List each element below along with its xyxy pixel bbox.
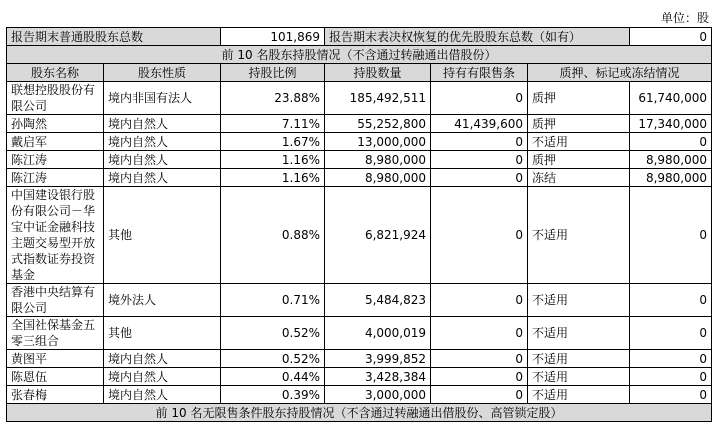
holding-ratio: 23.88% bbox=[221, 82, 325, 115]
holder-name: 全国社保基金五零三组合 bbox=[7, 317, 104, 350]
pledge-quantity: 0 bbox=[630, 284, 712, 317]
common-holders-label: 报告期末普通股股东总数 bbox=[7, 28, 221, 46]
holder-nature: 境内自然人 bbox=[104, 368, 221, 386]
preferred-holders-label: 报告期末表决权恢复的优先股股东总数（如有） bbox=[325, 28, 630, 46]
table-row bbox=[7, 151, 712, 169]
pledge-quantity: 0 bbox=[630, 386, 712, 404]
holder-nature: 境内自然人 bbox=[104, 350, 221, 368]
holder-nature: 境内自然人 bbox=[104, 115, 221, 133]
holder-name: 张春梅 bbox=[7, 386, 104, 404]
holding-ratio: 1.16% bbox=[221, 151, 325, 169]
holder-name: 陈江涛 bbox=[7, 151, 104, 169]
holder-nature: 其他 bbox=[104, 187, 221, 284]
pledge-quantity: 17,340,000 bbox=[630, 115, 712, 133]
pledge-status: 不适用 bbox=[528, 386, 630, 404]
pledge-status: 不适用 bbox=[528, 284, 630, 317]
pledge-quantity: 0 bbox=[630, 350, 712, 368]
holder-name: 陈恩伍 bbox=[7, 368, 104, 386]
holding-quantity: 8,980,000 bbox=[325, 169, 431, 187]
holding-ratio: 0.44% bbox=[221, 368, 325, 386]
table-row bbox=[7, 350, 712, 368]
holder-nature: 境内自然人 bbox=[104, 386, 221, 404]
header-ratio: 持股比例 bbox=[221, 64, 325, 82]
holder-name: 黄图平 bbox=[7, 350, 104, 368]
table-row bbox=[7, 115, 712, 133]
holder-name: 戴启军 bbox=[7, 133, 104, 151]
holder-name: 陈江涛 bbox=[7, 169, 104, 187]
restricted-shares: 0 bbox=[431, 350, 528, 368]
restricted-shares: 0 bbox=[431, 133, 528, 151]
restricted-shares: 0 bbox=[431, 82, 528, 115]
footer-section-title: 前 10 名无限售条件股东持股情况（不含通过转融通出借股份、高管锁定股） bbox=[7, 404, 712, 422]
footer-section-row bbox=[7, 404, 712, 422]
header-name: 股东名称 bbox=[7, 64, 104, 82]
restricted-shares: 0 bbox=[431, 317, 528, 350]
pledge-status: 质押 bbox=[528, 82, 630, 115]
pledge-status: 不适用 bbox=[528, 133, 630, 151]
holding-quantity: 6,821,924 bbox=[325, 187, 431, 284]
holding-quantity: 13,000,000 bbox=[325, 133, 431, 151]
pledge-quantity: 8,980,000 bbox=[630, 151, 712, 169]
pledge-quantity: 8,980,000 bbox=[630, 169, 712, 187]
pledge-quantity: 0 bbox=[630, 317, 712, 350]
header-restricted: 持有有限售条 bbox=[431, 64, 528, 82]
table-row bbox=[7, 386, 712, 404]
holding-ratio: 0.52% bbox=[221, 350, 325, 368]
restricted-shares: 41,439,600 bbox=[431, 115, 528, 133]
preferred-holders-value: 0 bbox=[630, 28, 712, 46]
holder-name: 联想控股股份有限公司 bbox=[7, 82, 104, 115]
pledge-quantity: 0 bbox=[630, 187, 712, 284]
table-row bbox=[7, 284, 712, 317]
shareholder-table bbox=[6, 27, 712, 422]
header-nature: 股东性质 bbox=[104, 64, 221, 82]
table-row bbox=[7, 169, 712, 187]
holding-quantity: 5,484,823 bbox=[325, 284, 431, 317]
pledge-status: 冻结 bbox=[528, 169, 630, 187]
holding-ratio: 0.71% bbox=[221, 284, 325, 317]
pledge-quantity: 61,740,000 bbox=[630, 82, 712, 115]
common-holders-value: 101,869 bbox=[221, 28, 325, 46]
holding-ratio: 1.16% bbox=[221, 169, 325, 187]
restricted-shares: 0 bbox=[431, 368, 528, 386]
holder-nature: 境内自然人 bbox=[104, 133, 221, 151]
holding-quantity: 3,428,384 bbox=[325, 368, 431, 386]
table-row bbox=[7, 82, 712, 115]
restricted-shares: 0 bbox=[431, 386, 528, 404]
pledge-status: 不适用 bbox=[528, 368, 630, 386]
pledge-quantity: 0 bbox=[630, 368, 712, 386]
holding-ratio: 0.88% bbox=[221, 187, 325, 284]
shareholder-rows bbox=[7, 82, 712, 404]
table-row bbox=[7, 187, 712, 284]
holding-ratio: 0.39% bbox=[221, 386, 325, 404]
holding-quantity: 4,000,019 bbox=[325, 317, 431, 350]
pledge-status: 不适用 bbox=[528, 317, 630, 350]
pledge-status: 不适用 bbox=[528, 187, 630, 284]
holder-name: 香港中央结算有限公司 bbox=[7, 284, 104, 317]
restricted-shares: 0 bbox=[431, 169, 528, 187]
summary-row bbox=[7, 28, 712, 46]
holding-quantity: 8,980,000 bbox=[325, 151, 431, 169]
restricted-shares: 0 bbox=[431, 284, 528, 317]
section-title: 前 10 名股东持股情况（不含通过转融通出借股份） bbox=[7, 46, 712, 64]
holding-ratio: 1.67% bbox=[221, 133, 325, 151]
holding-quantity: 3,999,852 bbox=[325, 350, 431, 368]
holder-nature: 境内自然人 bbox=[104, 151, 221, 169]
holder-nature: 其他 bbox=[104, 317, 221, 350]
holding-quantity: 185,492,511 bbox=[325, 82, 431, 115]
holder-name: 孙陶然 bbox=[7, 115, 104, 133]
section-title-row bbox=[7, 46, 712, 64]
holding-ratio: 0.52% bbox=[221, 317, 325, 350]
holding-quantity: 55,252,800 bbox=[325, 115, 431, 133]
pledge-status: 不适用 bbox=[528, 350, 630, 368]
table-row bbox=[7, 317, 712, 350]
pledge-status: 质押 bbox=[528, 115, 630, 133]
pledge-status: 质押 bbox=[528, 151, 630, 169]
pledge-quantity: 0 bbox=[630, 133, 712, 151]
header-row bbox=[7, 64, 712, 82]
holding-quantity: 3,000,000 bbox=[325, 386, 431, 404]
holder-nature: 境内非国有法人 bbox=[104, 82, 221, 115]
holder-nature: 境内自然人 bbox=[104, 169, 221, 187]
holding-ratio: 7.11% bbox=[221, 115, 325, 133]
holder-nature: 境外法人 bbox=[104, 284, 221, 317]
restricted-shares: 0 bbox=[431, 151, 528, 169]
table-row bbox=[7, 368, 712, 386]
header-pledge: 质押、标记或冻结情况 bbox=[528, 64, 712, 82]
holder-name: 中国建设银行股份有限公司－华宝中证金融科技主题交易型开放式指数证券投资基金 bbox=[7, 187, 104, 284]
restricted-shares: 0 bbox=[431, 187, 528, 284]
unit-label: 单位：股 bbox=[660, 11, 709, 25]
table-row bbox=[7, 133, 712, 151]
header-quantity: 持股数量 bbox=[325, 64, 431, 82]
